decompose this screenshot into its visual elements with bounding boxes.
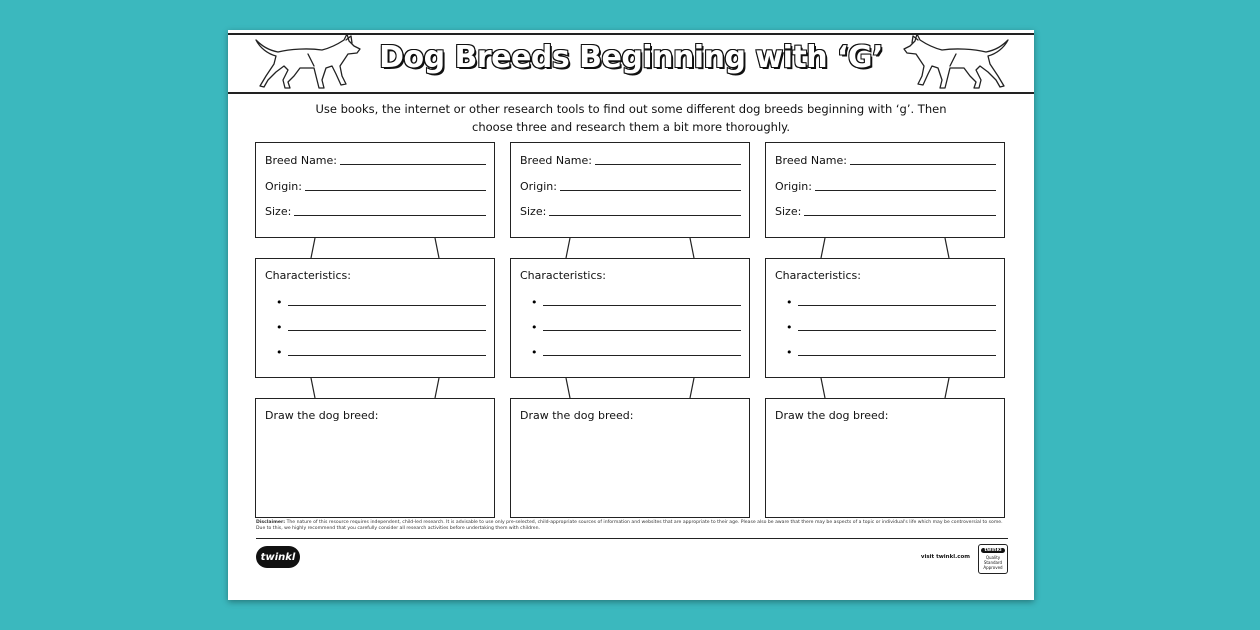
breed-info-box bbox=[510, 142, 750, 238]
dog-illustration-left-icon bbox=[248, 32, 368, 92]
origin-label: Origin: bbox=[265, 180, 302, 193]
characteristic-line[interactable]: • bbox=[531, 345, 741, 359]
characteristics-box bbox=[255, 258, 495, 378]
size-field[interactable] bbox=[775, 204, 996, 218]
footer-divider bbox=[256, 538, 1008, 539]
origin-label: Origin: bbox=[520, 180, 557, 193]
characteristics-box bbox=[510, 258, 750, 378]
badge-logo: twinkl bbox=[981, 548, 1004, 553]
write-line[interactable] bbox=[850, 163, 996, 165]
breed-info-box bbox=[765, 142, 1005, 238]
origin-field[interactable] bbox=[520, 179, 741, 193]
badge-text: Quality Standard Approved bbox=[983, 555, 1003, 570]
characteristics-label: Characteristics: bbox=[775, 269, 861, 282]
worksheet-header bbox=[228, 30, 1034, 94]
origin-field[interactable] bbox=[775, 179, 996, 193]
characteristics-label: Characteristics: bbox=[520, 269, 606, 282]
box-connector bbox=[765, 378, 1005, 398]
characteristic-line[interactable]: • bbox=[531, 320, 741, 334]
size-field[interactable] bbox=[265, 204, 486, 218]
drawing-box[interactable] bbox=[255, 398, 495, 518]
write-line[interactable] bbox=[560, 189, 741, 191]
box-connector bbox=[510, 378, 750, 398]
characteristic-line[interactable]: • bbox=[786, 295, 996, 309]
characteristic-line[interactable]: • bbox=[531, 295, 741, 309]
breed-name-label: Breed Name: bbox=[265, 154, 337, 167]
size-label: Size: bbox=[520, 205, 547, 218]
origin-label: Origin: bbox=[775, 180, 812, 193]
box-connector bbox=[765, 238, 1005, 258]
drawing-box[interactable] bbox=[510, 398, 750, 518]
characteristic-line[interactable]: • bbox=[276, 345, 486, 359]
instructions bbox=[308, 100, 954, 136]
worksheet-page bbox=[228, 30, 1034, 600]
box-connector bbox=[510, 238, 750, 258]
write-line[interactable] bbox=[815, 189, 996, 191]
characteristics-box bbox=[765, 258, 1005, 378]
dog-illustration-right-icon bbox=[896, 32, 1016, 92]
instructions-line-1: Use books, the internet or other research tools to find out some different dog breeds beginning with ‘g’. Then bbox=[315, 102, 947, 116]
size-label: Size: bbox=[265, 205, 292, 218]
characteristic-line[interactable]: • bbox=[276, 320, 486, 334]
draw-label: Draw the dog breed: bbox=[520, 409, 634, 422]
write-line[interactable] bbox=[294, 214, 486, 216]
breed-name-field[interactable] bbox=[520, 153, 741, 167]
write-line[interactable] bbox=[804, 214, 996, 216]
drawing-box[interactable] bbox=[765, 398, 1005, 518]
characteristic-line[interactable]: • bbox=[786, 345, 996, 359]
breed-info-box bbox=[255, 142, 495, 238]
origin-field[interactable] bbox=[265, 179, 486, 193]
breed-name-label: Breed Name: bbox=[775, 154, 847, 167]
characteristic-line[interactable]: • bbox=[276, 295, 486, 309]
draw-label: Draw the dog breed: bbox=[775, 409, 889, 422]
disclaimer bbox=[256, 520, 1008, 532]
size-label: Size: bbox=[775, 205, 802, 218]
breed-name-label: Breed Name: bbox=[520, 154, 592, 167]
characteristics-label: Characteristics: bbox=[265, 269, 351, 282]
box-connector bbox=[255, 238, 495, 258]
box-connector bbox=[255, 378, 495, 398]
breed-name-field[interactable] bbox=[265, 153, 486, 167]
twinkl-logo: twinkl bbox=[256, 546, 300, 568]
page-title: Dog Breeds Beginning with ‘G’ bbox=[379, 40, 883, 75]
write-line[interactable] bbox=[549, 214, 741, 216]
size-field[interactable] bbox=[520, 204, 741, 218]
breed-name-field[interactable] bbox=[775, 153, 996, 167]
instructions-line-2: choose three and research them a bit more thoroughly. bbox=[472, 120, 790, 134]
draw-label: Draw the dog breed: bbox=[265, 409, 379, 422]
disclaimer-label: Disclaimer: bbox=[256, 520, 286, 525]
characteristic-line[interactable]: • bbox=[786, 320, 996, 334]
write-line[interactable] bbox=[595, 163, 741, 165]
write-line[interactable] bbox=[340, 163, 486, 165]
quality-badge-icon bbox=[978, 544, 1008, 574]
write-line[interactable] bbox=[305, 189, 486, 191]
visit-link[interactable]: visit twinkl.com bbox=[920, 554, 970, 560]
disclaimer-text: The nature of this resource requires independent, child-led research. It is advisable to use only pre-selected, child-appropriate sources of information and websites that are appropriate to their age. Please also be aware that there may be aspects of a topic or individual's life which may be controversial to some. Due to this, we highly recommend that you carefully consider all research activities before undertaking them with children. bbox=[256, 520, 1003, 531]
